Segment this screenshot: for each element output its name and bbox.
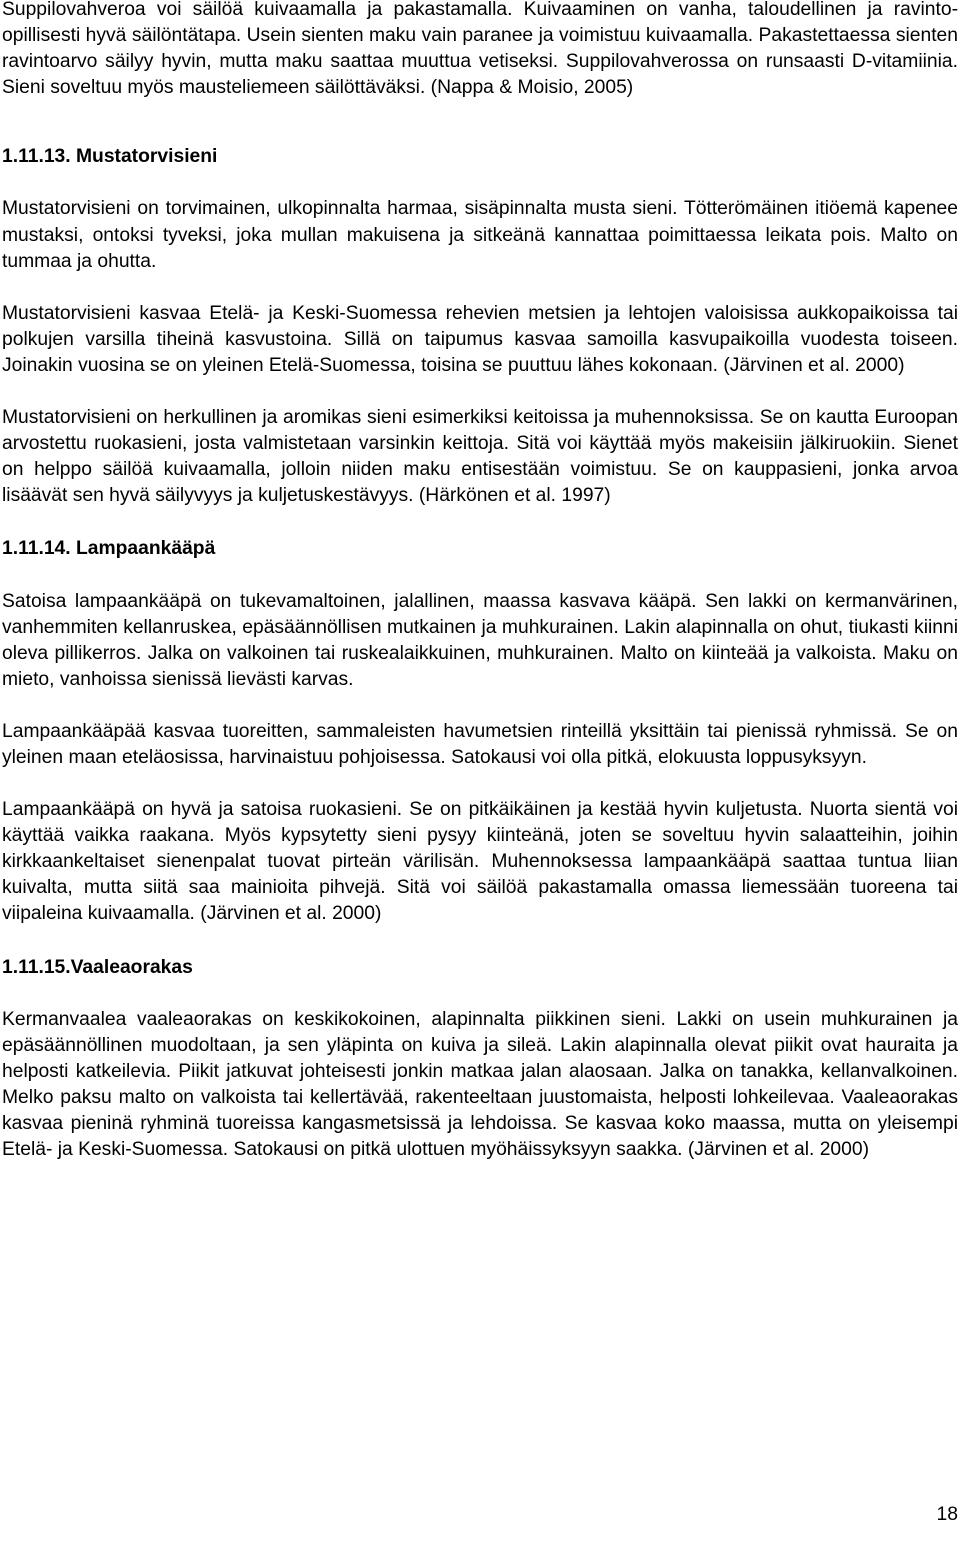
paragraph-vaaleaorakas-description: Kermanvaalea vaaleaorakas on keskikokoinen, alapinnalta piikkinen sieni. Lakki on usein muhkurainen ja epäsäännöllinen muodoltaan, ja sen yläpinta on kuiva ja sileä. Lakin alapinnalla olevat piikit ovat hauraita ja helposti katkeilevia. Piikit jatkuvat johteisesti jonkin matkaa jalan alaosaan. Jalka on tanakka, kellanvalkoinen. Melko paksu malto on valkoista tai kellertävää, rakenteeltaan juustomaista, helposti lohkeilevaa. Vaaleaorakas kasvaa pieninä ryhminä tuoreissa kangasmetsissä ja lehdoissa. Se kasvaa koko maassa, mutta on yleisempi Etelä- ja Keski-Suomessa. Satokausi on pitkä ulottuen myöhäissyksyyn saakka. (Järvinen et al. 2000) <box>2 1008 958 1161</box>
section-heading-lampaankaapa: 1.11.14. Lampaankääpä <box>2 538 216 560</box>
section-heading-mustatorvisieni: 1.11.13. Mustatorvisieni <box>2 146 218 168</box>
paragraph-lampaankaapa-use: Lampaankääpä on hyvä ja satoisa ruokasieni. Se on pitkäikäinen ja kestää hyvin kuljetusta. Nuorta sientä voi käyttää vaikka raakana. Myös kypsytetty sieni pysyy kiinteänä, joten se soveltuu hyvin salaatteihin, joihin kirkkaankeltaiset sienenpalat tuovat pirteän värilisän. Muhennoksessa lampaankääpä saattaa tuntua liian kuivalta, mutta siitä saa mainioita pihvejä. Sitä voi säilöä pakastamalla omassa liemessään tuoreena tai viipaleina kuivaamalla. (Järvinen et al. 2000) <box>2 799 958 925</box>
paragraph-lampaankaapa-description: Satoisa lampaankääpä on tukevamaltoinen, jalallinen, maassa kasvava kääpä. Sen lakki on kermanvärinen, vanhemmiten kellanruskea, epäsäännöllisen mutkainen ja muhkurainen. Lakin alapinnalla on ohut, tiukasti kiinni oleva pillikerros. Jalka on valkoinen tai ruskealaikkuinen, muhkurainen. Malto on kiinteää ja valkoista. Maku on mieto, vanhoissa sienissä lievästi karvas. <box>2 590 958 690</box>
paragraph-mustatorvisieni-habitat: Mustatorvisieni kasvaa Etelä- ja Keski-Suomessa rehevien metsien ja lehtojen valoisissa aukkopaikoissa tai polkujen varsilla tiheinä kasvustoina. Sillä on taipumus kasvaa samoilla kasvupaikoilla vuodesta toiseen. Joinakin vuosina se on yleinen Etelä-Suomessa, toisina se puuttuu lähes kokonaan. (Järvinen et al. 2000) <box>2 302 958 376</box>
paragraph-mustatorvisieni-description: Mustatorvisieni on torvimainen, ulkopinnalta harmaa, sisäpinnalta musta sieni. Tötterömäinen itiöemä kapenee mustaksi, ontoksi tyveksi, joka mullan makuisena ja sitkeänä kannattaa poimittaessa leikata pois. Malto on tummaa ja ohutta. <box>2 198 958 272</box>
page-number: 18 <box>936 1504 958 1525</box>
section-heading-vaaleaorakas: 1.11.15.Vaaleaorakas <box>2 956 193 978</box>
paragraph-lampaankaapa-habitat: Lampaankääpää kasvaa tuoreitten, sammaleisten havumetsien rinteillä yksittäin tai pienissä ryhmissä. Se on yleinen maan eteläosissa, harvinaistuu pohjoisessa. Satokausi voi olla pitkä, elokuusta loppusyksyyn. <box>2 720 958 768</box>
document-body <box>2 0 958 1163</box>
paragraph-suppilovahvero-preservation: Suppilovahveroa voi säilöä kuivaamalla ja pakastamalla. Kuivaaminen on vanha, taloudellinen ja ravinto-opillisesti hyvä säilöntätapa. Usein sienten maku vain paranee ja voimistuu kuivaamalla. Pakastettaessa sienten ravintoarvo säilyy hyvin, mutta maku saattaa muuttua vetiseksi. Suppilovahverossa on runsaasti D-vitamiinia. Sieni soveltuu myös mausteliemeen säilöttäväksi. (Nappa & Moisio, 2005) <box>2 0 958 99</box>
paragraph-mustatorvisieni-use: Mustatorvisieni on herkullinen ja aromikas sieni esimerkiksi keitoissa ja muhennoksissa. Se on kautta Euroopan arvostettu ruokasieni, josta valmistetaan varsinkin keittoja. Sitä voi käyttää myös makeisiin jälkiruokiin. Sienet on helppo säilöä kuivaamalla, jolloin niiden maku entisestään voimistuu. Se on kauppasieni, jonka arvoa lisäävät sen hyvä säilyvyys ja kuljetuskestävyys. (Härkönen et al. 1997) <box>2 407 958 507</box>
